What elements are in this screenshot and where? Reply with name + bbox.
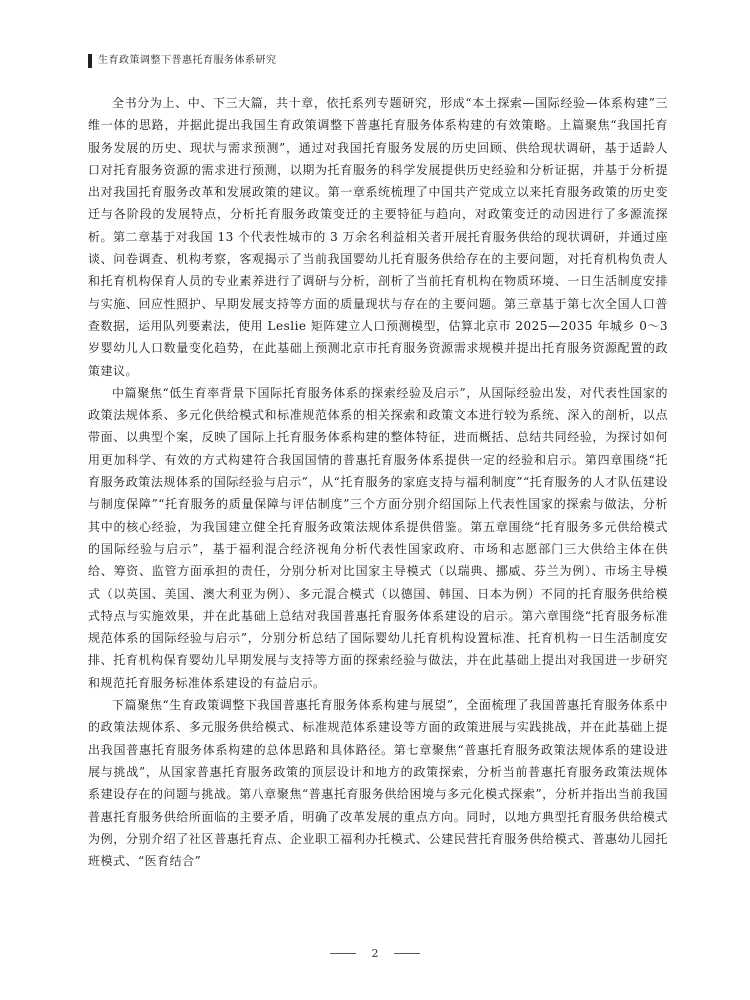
body-text: [88, 92, 668, 872]
page-number: 2: [371, 947, 379, 960]
paragraph-part-1: 全书分为上、中、下三大篇，共十章，依托系列专题研究，形成“本土探索—国际经验—体系构建”三维一体的思路，并据此提出我国生育政策调整下普惠托育服务体系构建的有效策略。上篇聚焦“我国托育服务发展的历史、现状与需求预测”，通过对我国托育服务发展的历史回顾、供给现状调研，基于适龄人口对托育服务资源的需求进行预测，以期为托育服务的科学发展提供历史经验和分析证据，并基于分析提出对我国托育服务改革和发展政策的建议。第一章系统梳理了中国共产党成立以来托育服务政策的历史变迁与各阶段的发展特点，分析托育服务政策变迁的主要特征与趋向，对政策变迁的动因进行了多源流探析。第二章基于对我国 13 个代表性城市的 3 万余名利益相关者开展托育服务供给的现状调研，并通过座谈、问卷调查、机构考察，客观揭示了当前我国婴幼儿托育服务供给存在的主要问题，对托育机构负责人和托育机构保育人员的专业素养进行了调研与分析，剖析了当前托育机构在物质环境、一日生活制度安排与实施、回应性照护、早期发展支持等方面的质量现状与存在的主要问题。第三章基于第七次全国人口普查数据，运用队列要素法，使用 Leslie 矩阵建立人口预测模型，估算北京市 2025—2035 年城乡 0～3 岁婴幼儿人口数量变化趋势，在此基础上预测北京市托育服务资源需求规模并提出托育服务资源配置的政策建议。: [88, 96, 668, 378]
footer-rule-right: [394, 953, 420, 954]
paragraph-part-3: 下篇聚焦“生育政策调整下我国普惠托育服务体系构建与展望”，全面梳理了我国普惠托育服务体系中的政策法规体系、多元服务供给模式、标准规范体系建设等方面的政策进展与实践挑战，并在此基础上提出我国普惠托育服务体系构建的总体思路和具体路径。第七章聚焦“普惠托育服务政策法规体系的建设进展与挑战”，从国家普惠托育服务政策的顶层设计和地方的政策探索，分析当前普惠托育服务政策法规体系建设存在的问题与挑战。第八章聚焦“普惠托育服务供给困境与多元化模式探索”，分析并指出当前我国普惠托育服务供给所面临的主要矛盾，明确了改革发展的重点方向。同时，以地方典型托育服务供给模式为例，分别介绍了社区普惠托育点、企业职工福利办托模式、公建民营托育服务供给模式、普惠幼儿园托班模式、“医育结合”: [88, 698, 668, 869]
running-title: 生育政策调整下普惠托育服务体系研究: [98, 55, 277, 66]
page-footer: [0, 944, 750, 964]
footer-rule-left: [330, 953, 356, 954]
running-header: [88, 53, 668, 69]
paragraph-part-2: 中篇聚焦“低生育率背景下国际托育服务体系的探索经验及启示”，从国际经验出发，对代表性国家的政策法规体系、多元化供给模式和标准规范体系的相关探索和政策文本进行较为系统、深入的剖析，以点带面、以典型个案，反映了国际上托育服务体系构建的整体特征，进而概括、总结共同经验，为探讨如何用更加科学、有效的方式构建符合我国国情的普惠托育服务体系提供一定的经验和启示。第四章围绕“托育服务政策法规体系的国际经验与启示”，从“托育服务的家庭支持与福利制度”“托育服务的人才队伍建设与制度保障”“托育服务的质量保障与评估制度”三个方面分别介绍国际上代表性国家的探索与做法，分析其中的核心经验，为我国建立健全托育服务政策法规体系提供借鉴。第五章围绕“托育服务多元供给模式的国际经验与启示”，基于福利混合经济视角分析代表性国家政府、市场和志愿部门三大供给主体在供给、筹资、监管方面承担的责任，分别分析对比国家主导模式（以瑞典、挪威、芬兰为例）、市场主导模式（以英国、美国、澳大利亚为例）、多元混合模式（以德国、韩国、日本为例）不同的托育服务供给模式特点与实施效果，并在此基础上总结对我国普惠托育服务体系建设的启示。第六章围绕“托育服务标准规范体系的国际经验与启示”，分别分析总结了国际婴幼儿托育机构设置标准、托育机构一日生活制度安排、托育机构保育婴幼儿早期发展与支持等方面的探索经验与做法，并在此基础上提出对我国进一步研究和规范托育服务标准体系建设的有益启示。: [88, 385, 668, 690]
header-marker-bar: [88, 54, 92, 68]
